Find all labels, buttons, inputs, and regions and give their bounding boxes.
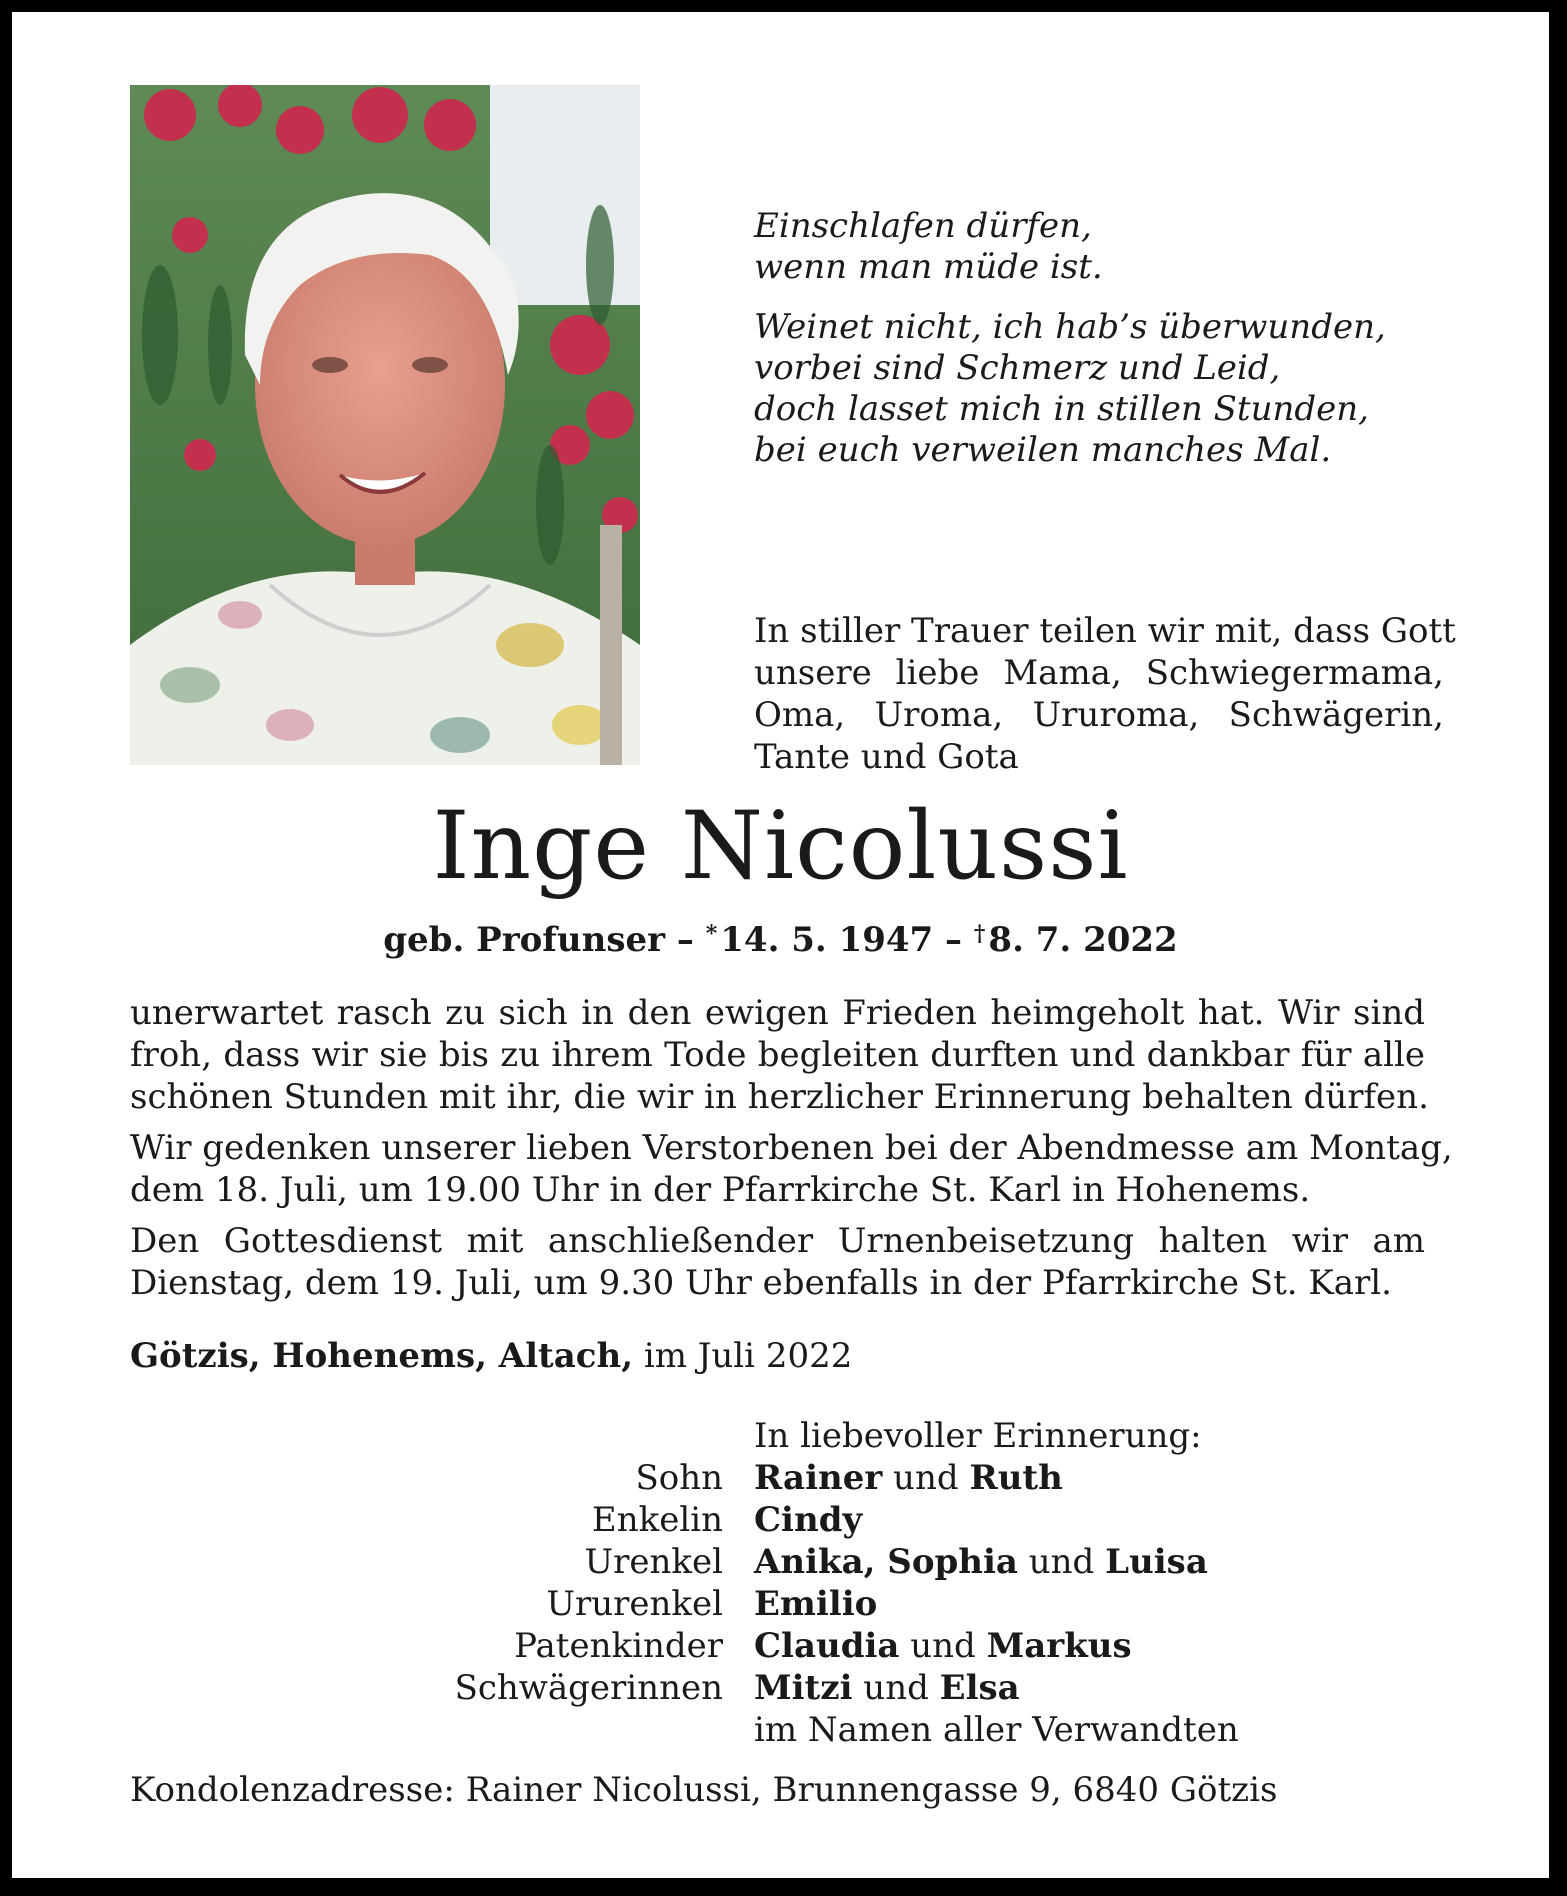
mourner-name: Emilio [754, 1584, 878, 1624]
separator: – [676, 920, 694, 960]
body-line: unerwartet rasch zu sich in den ewigen Frieden heimgeholt hat. Wir sind [130, 993, 1425, 1033]
body-text [130, 992, 1453, 1304]
poem-line: doch lasset mich in stillen Stunden, [754, 389, 1369, 429]
body-paragraph [130, 992, 1429, 1118]
poem-stanza [754, 307, 1474, 471]
intro-text [754, 610, 1456, 778]
body-paragraph [130, 1220, 1425, 1304]
relation-label: Schwägerinnen [454, 1668, 723, 1708]
poem-line: bei euch verweilen manches Mal. [754, 430, 1332, 470]
mourner-names [754, 1541, 1208, 1583]
death-date: 8. 7. 2022 [988, 920, 1178, 960]
mourners-footer: im Namen aller Verwandten [754, 1710, 1239, 1750]
mourner-names [754, 1457, 1063, 1499]
intro-line: In stiller Trauer teilen wir mit, dass Gott [754, 611, 1456, 651]
body-line: Wir gedenken unserer lieben Verstorbenen bei der Abendmesse am Montag, [130, 1128, 1453, 1168]
body-line: dem 18. Juli, um 19.00 Uhr in der Pfarrkirche St. Karl in Hohenems. [130, 1170, 1311, 1210]
connector-word: und [899, 1626, 987, 1666]
poem-line: Weinet nicht, ich hab’s überwunden, [754, 307, 1386, 347]
mourner-name: Rainer [754, 1458, 883, 1498]
obituary-page [12, 12, 1549, 1878]
life-dates [12, 912, 1549, 962]
maiden-name: geb. Profunser [383, 920, 666, 960]
relation-label: Patenkinder [514, 1626, 723, 1666]
body-line: froh, dass wir sie bis zu ihrem Tode begleiten durften und dankbar für alle [130, 1035, 1425, 1075]
mourner-name: Elsa [939, 1668, 1020, 1708]
mourner-name: Ruth [969, 1458, 1063, 1498]
deceased-name: Inge Nicolussi [432, 792, 1129, 901]
body-line: Dienstag, dem 19. Juli, um 9.30 Uhr ebenfalls in der Pfarrkirche St. Karl. [130, 1263, 1392, 1303]
connector-word: und [852, 1668, 940, 1708]
mourner-name: Claudia [754, 1626, 900, 1666]
mourner-row [12, 1457, 1549, 1499]
condolence-address: Kondolenzadresse: Rainer Nicolussi, Brunnengasse 9, 6840 Götzis [130, 1770, 1278, 1810]
portrait-photo [130, 85, 640, 765]
relation-label: Ururenkel [546, 1584, 723, 1624]
place-date [130, 1335, 1030, 1377]
relation-label: Enkelin [591, 1500, 723, 1540]
mourner-name: Mitzi [754, 1668, 853, 1708]
birth-date: 14. 5. 1947 [720, 920, 934, 960]
place-towns: Götzis, Hohenems, Altach, [130, 1336, 634, 1376]
mourner-row [12, 1583, 1549, 1625]
mourner-names [754, 1583, 877, 1625]
mourner-name: Markus [986, 1626, 1132, 1666]
mourners-heading: In liebevoller Erinnerung: [754, 1416, 1202, 1456]
mourner-names [754, 1625, 1132, 1667]
mourner-row [12, 1499, 1549, 1541]
born-mark: * [705, 921, 718, 947]
mourner-name: Anika, Sophia [754, 1542, 1018, 1582]
body-paragraph [130, 1127, 1453, 1211]
poem-line: vorbei sind Schmerz und Leid, [754, 348, 1281, 388]
separator: – [945, 920, 963, 960]
mourner-name: Cindy [754, 1500, 863, 1540]
poem-line: wenn man müde ist. [754, 247, 1103, 287]
portrait-photo-icon [130, 85, 640, 765]
body-line: Den Gottesdienst mit anschließender Urnenbeisetzung halten wir am [130, 1221, 1425, 1261]
poem-stanza [754, 206, 1474, 288]
connector-word: und [1017, 1542, 1106, 1582]
intro-line: unsere liebe Mama, Schwiegermama, [754, 653, 1444, 693]
mourner-names [754, 1499, 862, 1541]
poem [754, 206, 1474, 471]
place-month: im Juli 2022 [633, 1336, 853, 1376]
mourner-row [12, 1625, 1549, 1667]
mourner-name: Luisa [1105, 1542, 1208, 1582]
mourner-row [12, 1541, 1549, 1583]
poem-line: Einschlafen dürfen, [754, 206, 1092, 246]
intro-line: Oma, Uroma, Ururoma, Schwägerin, [754, 695, 1444, 735]
died-mark: † [973, 921, 986, 947]
intro-line: Tante und Gota [754, 737, 1019, 777]
relation-label: Urenkel [584, 1542, 723, 1582]
body-line: schönen Stunden mit ihr, die wir in herzlicher Erinnerung behalten dürfen. [130, 1077, 1429, 1117]
connector-word: und [882, 1458, 970, 1498]
relation-label: Sohn [635, 1458, 723, 1498]
mourner-names [754, 1667, 1020, 1709]
mourner-row [12, 1667, 1549, 1709]
